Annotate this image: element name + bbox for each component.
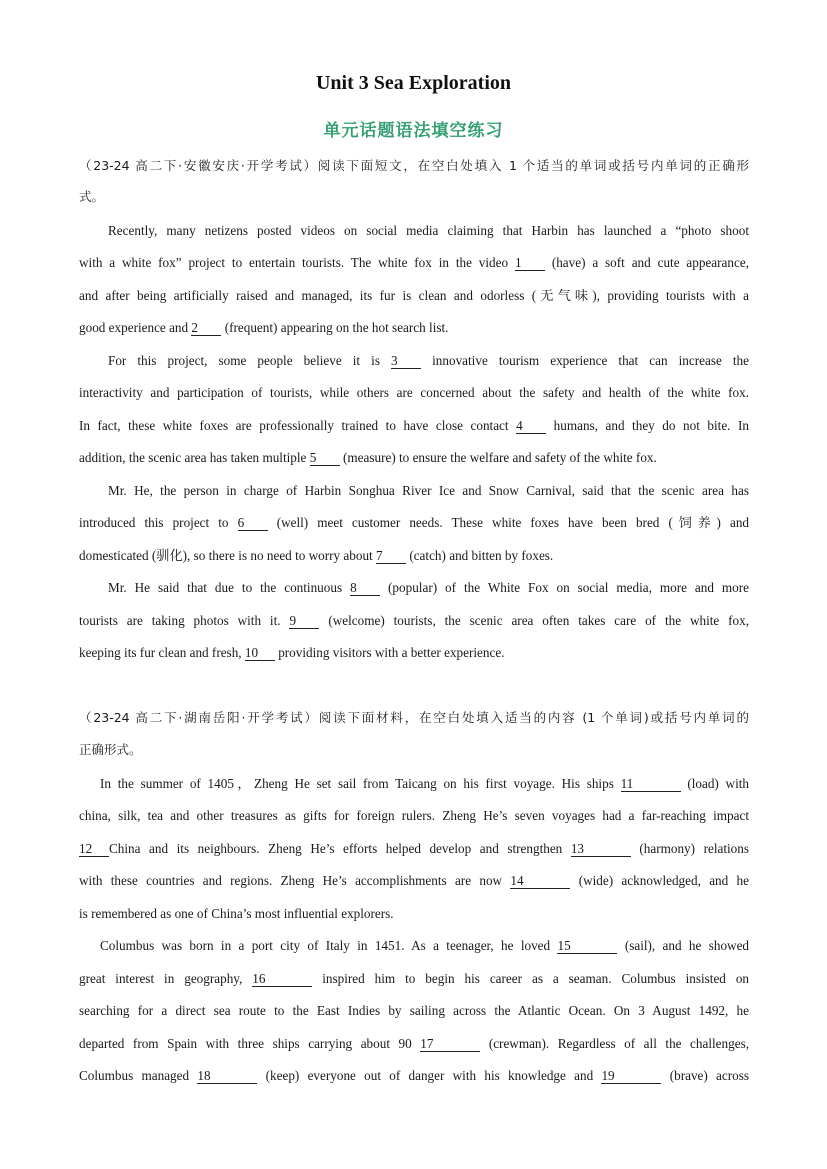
- blank-3[interactable]: 3: [391, 353, 421, 369]
- blank-6[interactable]: 6: [238, 515, 268, 531]
- passage1-instruction: （23-24 高二下·安徽安庆·开学考试）阅读下面短文，在空白处填入 1 个适当的单词或括号内单词的正确形: [79, 158, 749, 173]
- blank-18[interactable]: 18: [197, 1068, 257, 1084]
- passage1-line: keeping its fur clean and fresh, 10 providing visitors with a better experience.: [79, 645, 505, 660]
- passage1-line: In fact, these white foxes are professionally trained to have close contact 4 humans, and they do not bite. In: [79, 418, 749, 433]
- passage1-line: interactivity and participation of tourists, while others are concerned about the safety and health of the white fox.: [79, 385, 749, 400]
- passage1-instruction-cont: 式。: [79, 189, 105, 204]
- passage1-line: good experience and 2 (frequent) appearing on the hot search list.: [79, 320, 449, 335]
- page-title: Unit 3 Sea Exploration: [315, 72, 512, 94]
- passage1-line: tourists are taking photos with it. 9 (welcome) tourists, the scenic area often takes care of the white fox,: [79, 613, 749, 628]
- passage1-line: Mr. He said that due to the continuous 8 (popular) of the White Fox on social media, more and more: [108, 580, 749, 595]
- passage2-line: departed from Spain with three ships carrying about 90 17 (crewman). Regardless of all the challenges,: [79, 1036, 749, 1051]
- passage2-line: searching for a direct sea route to the East Indies by sailing across the Atlantic Ocean. On 3 August 1492, he: [79, 1003, 749, 1018]
- passage2-line: with these countries and regions. Zheng He’s accomplishments are now 14 (wide) acknowledged, and he: [79, 873, 749, 888]
- passage2-line: Columbus managed 18 (keep) everyone out of danger with his knowledge and 19 (brave) across: [79, 1068, 749, 1083]
- blank-10[interactable]: 10: [245, 645, 275, 661]
- blank-2[interactable]: 2: [191, 320, 221, 336]
- passage1-line: domesticated (驯化), so there is no need to worry about 7 (catch) and bitten by foxes.: [79, 548, 554, 563]
- blank-11[interactable]: 11: [621, 776, 681, 792]
- passage2-line: great interest in geography, 16 inspired him to begin his career as a seaman. Columbus insisted on: [79, 971, 749, 986]
- passage2-instruction-cont: 正确形式。: [79, 742, 142, 757]
- blank-17[interactable]: 17: [420, 1036, 480, 1052]
- blank-8[interactable]: 8: [350, 580, 380, 596]
- blank-1[interactable]: 1: [515, 255, 545, 271]
- passage1-line: addition, the scenic area has taken multiple 5 (measure) to ensure the welfare and safety of the white fox.: [79, 450, 657, 465]
- blank-14[interactable]: 14: [510, 873, 570, 889]
- passage2-line: china, silk, tea and other treasures as gifts for foreign rulers. Zheng He’s seven voyages had a far-reaching impact: [79, 808, 749, 823]
- passage2-line: 12 China and its neighbours. Zheng He’s efforts helped develop and strengthen 13 (harmony) relations: [79, 841, 749, 856]
- passage2-line: Columbus was born in a port city of Italy in 1451. As a teenager, he loved 15 (sail), and he showed: [100, 938, 749, 953]
- passage1-line: Recently, many netizens posted videos on social media claiming that Harbin has launched a “photo shoot: [108, 223, 749, 238]
- blank-4[interactable]: 4: [516, 418, 546, 434]
- blank-5[interactable]: 5: [310, 450, 340, 466]
- passage1-line: Mr. He, the person in charge of Harbin Songhua River Ice and Snow Carnival, said that the scenic area has: [108, 483, 749, 498]
- blank-9[interactable]: 9: [289, 613, 319, 629]
- passage1-line: and after being artificially raised and managed, its fur is clean and odorless (无气味), providing tourists with a: [79, 288, 749, 303]
- blank-15[interactable]: 15: [557, 938, 617, 954]
- blank-12[interactable]: 12: [79, 841, 109, 857]
- passage1-line: with a white fox” project to entertain tourists. The white fox in the video 1 (have) a soft and cute appearance,: [79, 255, 749, 270]
- blank-13[interactable]: 13: [571, 841, 631, 857]
- passage2-line: is remembered as one of China’s most influential explorers.: [79, 906, 394, 921]
- passage2-instruction: （23-24 高二下·湖南岳阳·开学考试）阅读下面材料，在空白处填入适当的内容 (1 个单词)或括号内单词的: [79, 710, 749, 725]
- passage2-line: In the summer of 1405，Zheng He set sail from Taicang on his first voyage. His ships 11 (load) with: [100, 776, 749, 791]
- blank-19[interactable]: 19: [601, 1068, 661, 1084]
- blank-16[interactable]: 16: [252, 971, 312, 987]
- passage1-line: For this project, some people believe it is 3 innovative tourism experience that can increase the: [108, 353, 749, 368]
- passage1-line: introduced this project to 6 (well) meet customer needs. These white foxes have been bred (饲养) and: [79, 515, 749, 530]
- page-subtitle: 单元话题语法填空练习: [323, 121, 504, 141]
- blank-7[interactable]: 7: [376, 548, 406, 564]
